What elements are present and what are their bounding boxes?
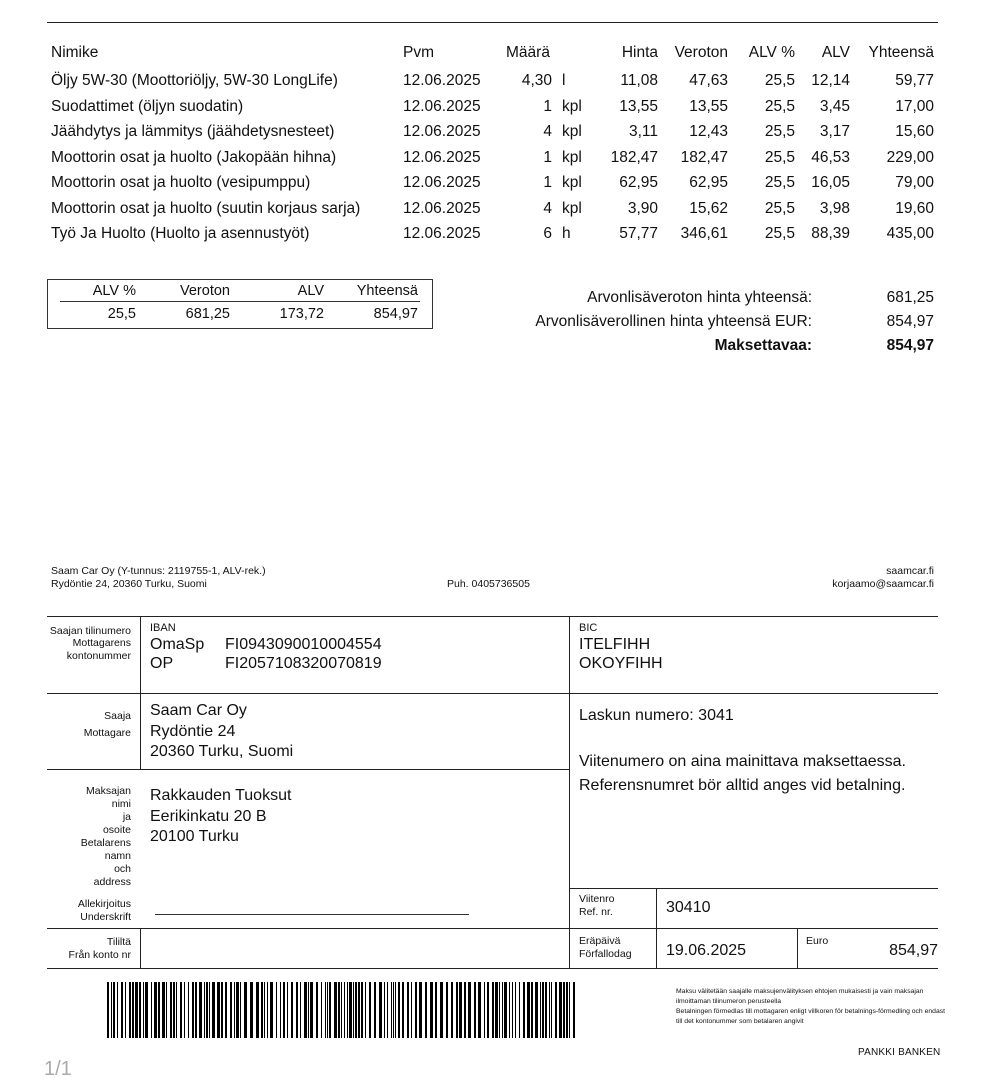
barcode-bar — [369, 982, 371, 1038]
signature-line[interactable] — [155, 914, 469, 915]
barcode-bar — [358, 982, 360, 1038]
barcode-bar — [355, 982, 357, 1038]
item-name: Moottorin osat ja huolto (suutin korjaus sarja) — [51, 199, 361, 217]
barcode-bar — [270, 982, 273, 1038]
slip-vline-label-top — [140, 616, 141, 769]
barcode-bar — [393, 982, 394, 1038]
barcode-bar — [283, 982, 285, 1038]
slip-vline-euro — [797, 928, 798, 968]
bic-1: ITELFIHH — [579, 636, 651, 653]
company-address: Rydöntie 24, 20360 Turku, Suomi — [51, 578, 207, 590]
item-net: 346,61 — [680, 225, 728, 242]
barcode-bar — [280, 982, 281, 1038]
barcode-bar — [261, 982, 263, 1038]
from-account-label-fi: Tililtä — [106, 936, 131, 948]
barcode-bar — [535, 982, 538, 1038]
item-date: 12.06.2025 — [403, 174, 481, 191]
item-net: 62,95 — [689, 174, 728, 191]
item-qty: 4 — [543, 199, 552, 217]
item-row — [50, 200, 940, 226]
barcode-bar — [212, 982, 215, 1038]
barcode-bar — [287, 982, 288, 1038]
company-email[interactable]: korjaamo@saamcar.fi — [832, 578, 934, 590]
item-row — [50, 72, 940, 98]
payment-barcode — [107, 982, 577, 1038]
company-line: Saam Car Oy (Y-tunnus: 2119755-1, ALV-rek.) — [51, 565, 266, 577]
vat-summary-header-pct: ALV % — [92, 283, 136, 299]
item-date: 12.06.2025 — [403, 225, 481, 242]
item-vat: 3,45 — [819, 97, 850, 115]
item-row — [50, 225, 940, 251]
barcode-bar — [344, 982, 345, 1038]
barcode-bar — [425, 982, 427, 1038]
account-iban-1: FI0943090010004554 — [225, 636, 382, 653]
barcode-bar — [180, 982, 182, 1038]
barcode-bar — [327, 982, 328, 1038]
recipient-label-fi: Saaja — [104, 710, 131, 722]
item-price: 13,55 — [619, 97, 658, 115]
item-date: 12.06.2025 — [403, 148, 481, 166]
barcode-bar — [256, 982, 259, 1038]
barcode-bar — [474, 982, 476, 1038]
barcode-bar — [184, 982, 185, 1038]
item-price: 182,47 — [610, 148, 658, 166]
barcode-bar — [456, 982, 458, 1038]
barcode-bar — [264, 982, 265, 1038]
payer-city: 20100 Turku — [150, 828, 239, 845]
item-total: 17,00 — [895, 97, 934, 115]
slip-top-rule — [47, 616, 938, 617]
item-vat: 12,14 — [811, 72, 850, 89]
item-unit: kpl — [562, 97, 582, 115]
invoice-number: Laskun numero: 3041 — [579, 707, 734, 724]
barcode-bar — [158, 982, 160, 1038]
recipient-city: 20360 Turku, Suomi — [150, 743, 294, 760]
net-total-label: Arvonlisäveroton hinta yhteensä: — [587, 289, 812, 306]
payer-street: Eerikinkatu 20 B — [150, 807, 267, 825]
item-unit: l — [562, 72, 566, 89]
barcode-bar — [459, 982, 462, 1038]
item-vat-pct: 25,5 — [764, 199, 795, 217]
slip-rule-3 — [569, 888, 938, 889]
items-header-row — [50, 44, 940, 72]
item-name: Moottorin osat ja huolto (vesipumppu) — [51, 174, 311, 191]
barcode-bar — [512, 982, 513, 1038]
barcode-bar — [304, 982, 307, 1038]
from-account-label-sv: Från konto nr — [68, 949, 131, 961]
item-price: 3,11 — [628, 123, 658, 140]
bic-label: BIC — [579, 622, 598, 634]
barcode-bar — [113, 982, 115, 1038]
item-qty: 4,30 — [521, 72, 552, 89]
item-total: 79,00 — [895, 174, 934, 191]
due-date-label-sv: Förfallodag — [579, 948, 632, 960]
header-total: Yhteensä — [868, 44, 934, 61]
bic-2: OKOYFIHH — [579, 655, 663, 672]
barcode-bar — [545, 982, 547, 1038]
barcode-bar — [402, 982, 404, 1038]
item-total: 59,77 — [895, 72, 934, 89]
barcode-bar — [135, 982, 138, 1038]
item-qty: 6 — [543, 225, 552, 242]
item-vat-pct: 25,5 — [764, 97, 795, 115]
amount-due-label: Maksettavaa: — [714, 337, 812, 354]
barcode-bar — [244, 982, 247, 1038]
barcode-bar — [300, 982, 301, 1038]
header-vat-pct: ALV % — [748, 44, 795, 61]
reference-label-fi: Viitenro — [579, 893, 615, 905]
item-row — [50, 174, 940, 200]
item-vat: 88,39 — [811, 225, 850, 242]
barcode-bar — [143, 982, 144, 1038]
vat-summary-box — [47, 279, 433, 329]
item-unit: kpl — [562, 148, 582, 166]
barcode-bar — [225, 982, 227, 1038]
barcode-bar — [240, 982, 241, 1038]
barcode-bar — [250, 982, 253, 1038]
barcode-bar — [499, 982, 500, 1038]
slip-rule-5 — [47, 968, 938, 969]
barcode-bar — [117, 982, 118, 1038]
barcode-bar — [361, 982, 363, 1038]
payer-name: Rakkauden Tuoksut — [150, 787, 292, 804]
barcode-bar — [468, 982, 471, 1038]
barcode-bar — [464, 982, 466, 1038]
barcode-bar — [170, 982, 172, 1038]
net-total-value: 681,25 — [886, 289, 934, 306]
barcode-bar — [206, 982, 208, 1038]
from-account-label — [48, 936, 131, 962]
barcode-bar — [395, 982, 396, 1038]
barcode-bar — [519, 982, 520, 1038]
header-name: Nimike — [51, 44, 99, 61]
barcode-bar — [435, 982, 437, 1038]
barcode-bar — [566, 982, 568, 1038]
barcode-bar — [374, 982, 376, 1038]
slip-vline-label-bottom — [140, 928, 141, 968]
barcode-bar — [430, 982, 433, 1038]
item-date: 12.06.2025 — [403, 72, 481, 89]
barcode-bar — [531, 982, 533, 1038]
barcode-bar — [504, 982, 507, 1038]
vat-summary-header-net: Veroton — [180, 283, 230, 299]
item-row — [50, 149, 940, 175]
barcode-bar — [121, 982, 123, 1038]
header-date: Pvm — [403, 44, 434, 61]
vat-summary-total: 854,97 — [373, 306, 418, 322]
item-net: 182,47 — [680, 148, 728, 166]
barcode-bar — [379, 982, 382, 1038]
barcode-bar — [107, 982, 109, 1038]
barcode-bar — [384, 982, 385, 1038]
barcode-bar — [555, 982, 557, 1038]
item-price: 62,95 — [619, 174, 658, 191]
barcode-bar — [209, 982, 210, 1038]
item-name: Jäähdytys ja lämmitys (jäähdetysnesteet) — [51, 123, 335, 140]
vat-summary-pct: 25,5 — [107, 306, 136, 322]
barcode-bar — [125, 982, 126, 1038]
iban-label: IBAN — [150, 622, 176, 634]
item-qty: 1 — [543, 148, 552, 166]
item-total: 15,60 — [895, 123, 934, 140]
signature-label-fi: Allekirjoitus — [77, 898, 131, 910]
barcode-bar — [407, 982, 409, 1038]
barcode-bar — [549, 982, 550, 1038]
payer-address — [150, 786, 291, 848]
vat-summary-header-total: Yhteensä — [356, 283, 418, 299]
item-net: 47,63 — [689, 72, 728, 89]
item-name: Öljy 5W-30 (Moottoriöljy, 5W-30 LongLife) — [51, 72, 338, 89]
recipient-address — [150, 701, 293, 763]
barcode-bar — [276, 982, 277, 1038]
header-qty: Määrä — [506, 44, 550, 61]
item-unit: kpl — [562, 199, 582, 217]
recipient-label-sv: Mottagare — [83, 727, 131, 739]
recipient-label — [48, 710, 131, 740]
item-unit: h — [562, 225, 571, 242]
barcode-bar — [440, 982, 443, 1038]
barcode-bar — [221, 982, 223, 1038]
barcode-bar — [195, 982, 197, 1038]
item-vat-pct: 25,5 — [764, 123, 795, 140]
barcode-bar — [139, 982, 141, 1038]
barcode-bar — [347, 982, 348, 1038]
item-net: 15,62 — [689, 199, 728, 217]
barcode-bar — [230, 982, 232, 1038]
slip-rule-1 — [47, 693, 938, 694]
barcode-bar — [162, 982, 165, 1038]
slip-amount: 854,97 — [889, 942, 938, 959]
item-qty: 4 — [543, 123, 552, 140]
barcode-bar — [329, 982, 331, 1038]
barcode-bar — [495, 982, 498, 1038]
barcode-bar — [515, 982, 516, 1038]
barcode-bar — [446, 982, 448, 1038]
company-phone: Puh. 0405736505 — [447, 578, 530, 590]
slip-rule-2 — [47, 769, 569, 770]
item-qty: 1 — [543, 97, 552, 115]
item-total: 229,00 — [886, 148, 934, 166]
barcode-bar — [563, 982, 565, 1038]
barcode-bar — [559, 982, 562, 1038]
slip-vline-center — [569, 616, 570, 968]
amount-due-value: 854,97 — [886, 337, 934, 354]
barcode-bar — [192, 982, 194, 1038]
barcode-bar — [151, 982, 152, 1038]
item-vat: 3,98 — [819, 199, 850, 217]
barcode-bar — [173, 982, 175, 1038]
header-price: Hinta — [621, 44, 658, 61]
recipient-street: Rydöntie 24 — [150, 722, 236, 740]
barcode-bar — [411, 982, 412, 1038]
item-unit: kpl — [562, 123, 582, 140]
barcode-bar — [341, 982, 342, 1038]
signature-label-sv: Underskrift — [80, 911, 131, 923]
account-bank-1: OmaSp — [150, 636, 205, 653]
barcode-bar — [154, 982, 157, 1038]
vat-summary-net: 681,25 — [185, 306, 230, 322]
barcode-bar — [325, 982, 326, 1038]
item-vat-pct: 25,5 — [764, 174, 795, 191]
barcode-bar — [451, 982, 453, 1038]
due-date-label-fi: Eräpäivä — [579, 935, 621, 947]
barcode-bar — [419, 982, 422, 1038]
reference-number: 30410 — [666, 899, 711, 916]
item-price: 11,08 — [620, 72, 658, 89]
barcode-bar — [478, 982, 481, 1038]
barcode-bar — [569, 982, 570, 1038]
item-vat: 46,53 — [811, 148, 850, 166]
barcode-bar — [398, 982, 400, 1038]
item-date: 12.06.2025 — [403, 123, 481, 140]
item-net: 13,55 — [689, 97, 728, 115]
reference-label-sv: Ref. nr. — [579, 906, 613, 918]
barcode-bar — [217, 982, 220, 1038]
item-vat: 3,17 — [819, 123, 850, 140]
item-date: 12.06.2025 — [403, 97, 481, 115]
item-name: Suodattimet (öljyn suodatin) — [51, 97, 244, 115]
gross-total-value: 854,97 — [886, 313, 934, 330]
barcode-bar — [204, 982, 205, 1038]
item-total: 435,00 — [886, 225, 934, 242]
item-vat-pct: 25,5 — [764, 148, 795, 166]
account-label-fi: Saajan tilinumero — [49, 625, 131, 637]
payment-terms-sv: Betalningen förmedlas till mottagaren enligt villkoren för betalnings-förmedling och endast till det kontonummer som betalaren angivit — [676, 1008, 946, 1025]
item-row — [50, 98, 940, 124]
header-vat: ALV — [821, 44, 850, 61]
reference-label — [579, 893, 614, 919]
barcode-bar — [365, 982, 366, 1038]
vat-summary-vat: 173,72 — [279, 306, 324, 322]
barcode-bar — [321, 982, 322, 1038]
barcode-bar — [129, 982, 131, 1038]
item-net: 12,43 — [689, 123, 728, 140]
item-price: 57,77 — [619, 225, 658, 242]
slip-vline-ref — [656, 888, 657, 968]
barcode-bar — [132, 982, 134, 1038]
item-price: 3,90 — [627, 199, 658, 217]
vat-summary-header-vat: ALV — [297, 283, 324, 299]
recipient-name: Saam Car Oy — [150, 702, 247, 719]
barcode-bar — [542, 982, 544, 1038]
top-rule — [47, 22, 938, 23]
barcode-bar — [296, 982, 298, 1038]
due-date: 19.06.2025 — [666, 942, 747, 959]
euro-label: Euro — [806, 935, 829, 947]
bank-mark: PANKKI BANKEN — [858, 1047, 941, 1058]
barcode-bar — [111, 982, 112, 1038]
account-label — [48, 625, 131, 663]
barcode-bar — [487, 982, 489, 1038]
item-name: Moottorin osat ja huolto (Jakopään hihna) — [51, 148, 337, 166]
vat-summary-divider — [60, 301, 420, 302]
barcode-bar — [387, 982, 388, 1038]
item-row — [50, 123, 940, 149]
signature-label — [48, 898, 131, 924]
item-qty: 1 — [543, 174, 552, 191]
barcode-bar — [349, 982, 352, 1038]
payment-terms — [676, 987, 946, 1027]
barcode-bar — [166, 982, 167, 1038]
barcode-bar — [199, 982, 202, 1038]
barcode-bar — [502, 982, 503, 1038]
account-iban-2: FI2057108320070819 — [225, 655, 382, 672]
company-website[interactable]: saamcar.fi — [886, 565, 934, 577]
barcode-bar — [236, 982, 239, 1038]
account-label-sv: Mottagarens kontonummer — [66, 637, 131, 662]
item-unit: kpl — [562, 174, 582, 191]
item-vat-pct: 25,5 — [764, 225, 795, 242]
item-vat-pct: 25,5 — [764, 72, 795, 89]
reference-note-sv: Referensnumret bör alltid anges vid betalning. — [579, 777, 906, 794]
barcode-bar — [353, 982, 354, 1038]
page-mark: 1/1 — [44, 1058, 72, 1080]
item-name: Työ Ja Huolto (Huolto ja asennustyöt) — [51, 225, 310, 242]
barcode-bar — [316, 982, 318, 1038]
invoice-items-table — [50, 44, 940, 251]
barcode-bar — [310, 982, 313, 1038]
barcode-bar — [551, 982, 552, 1038]
due-date-label — [579, 935, 632, 961]
barcode-bar — [573, 982, 575, 1038]
barcode-bar — [484, 982, 485, 1038]
barcode-bar — [540, 982, 541, 1038]
barcode-bar — [523, 982, 525, 1038]
barcode-bar — [509, 982, 510, 1038]
barcode-bar — [234, 982, 235, 1038]
barcode-bar — [308, 982, 309, 1038]
slip-rule-4 — [47, 928, 938, 929]
barcode-bar — [188, 982, 189, 1038]
barcode-bar — [391, 982, 392, 1038]
barcode-bar — [291, 982, 293, 1038]
account-bank-2: OP — [150, 655, 174, 672]
barcode-bar — [415, 982, 417, 1038]
item-vat: 16,05 — [811, 174, 850, 191]
payment-terms-fi: Maksu välitetään saajalle maksujenvälityksen ehtojen mukaisesti ja vain maksajan ilmoittaman tilinumeron perusteella — [676, 988, 924, 1005]
item-total: 19,60 — [895, 199, 934, 217]
reference-note-fi: Viitenumero on aina mainittava maksettaessa. — [579, 753, 906, 770]
barcode-bar — [338, 982, 340, 1038]
barcode-bar — [267, 982, 268, 1038]
header-net: Veroton — [674, 44, 728, 61]
barcode-bar — [527, 982, 530, 1038]
item-date: 12.06.2025 — [403, 199, 481, 217]
payer-label: Maksajan nimi ja osoite Betalarens namn och address — [80, 785, 131, 888]
gross-total-label: Arvonlisäverollinen hinta yhteensä EUR: — [535, 313, 812, 330]
barcode-bar — [145, 982, 148, 1038]
barcode-bar — [334, 982, 337, 1038]
barcode-bar — [492, 982, 494, 1038]
barcode-bar — [176, 982, 177, 1038]
